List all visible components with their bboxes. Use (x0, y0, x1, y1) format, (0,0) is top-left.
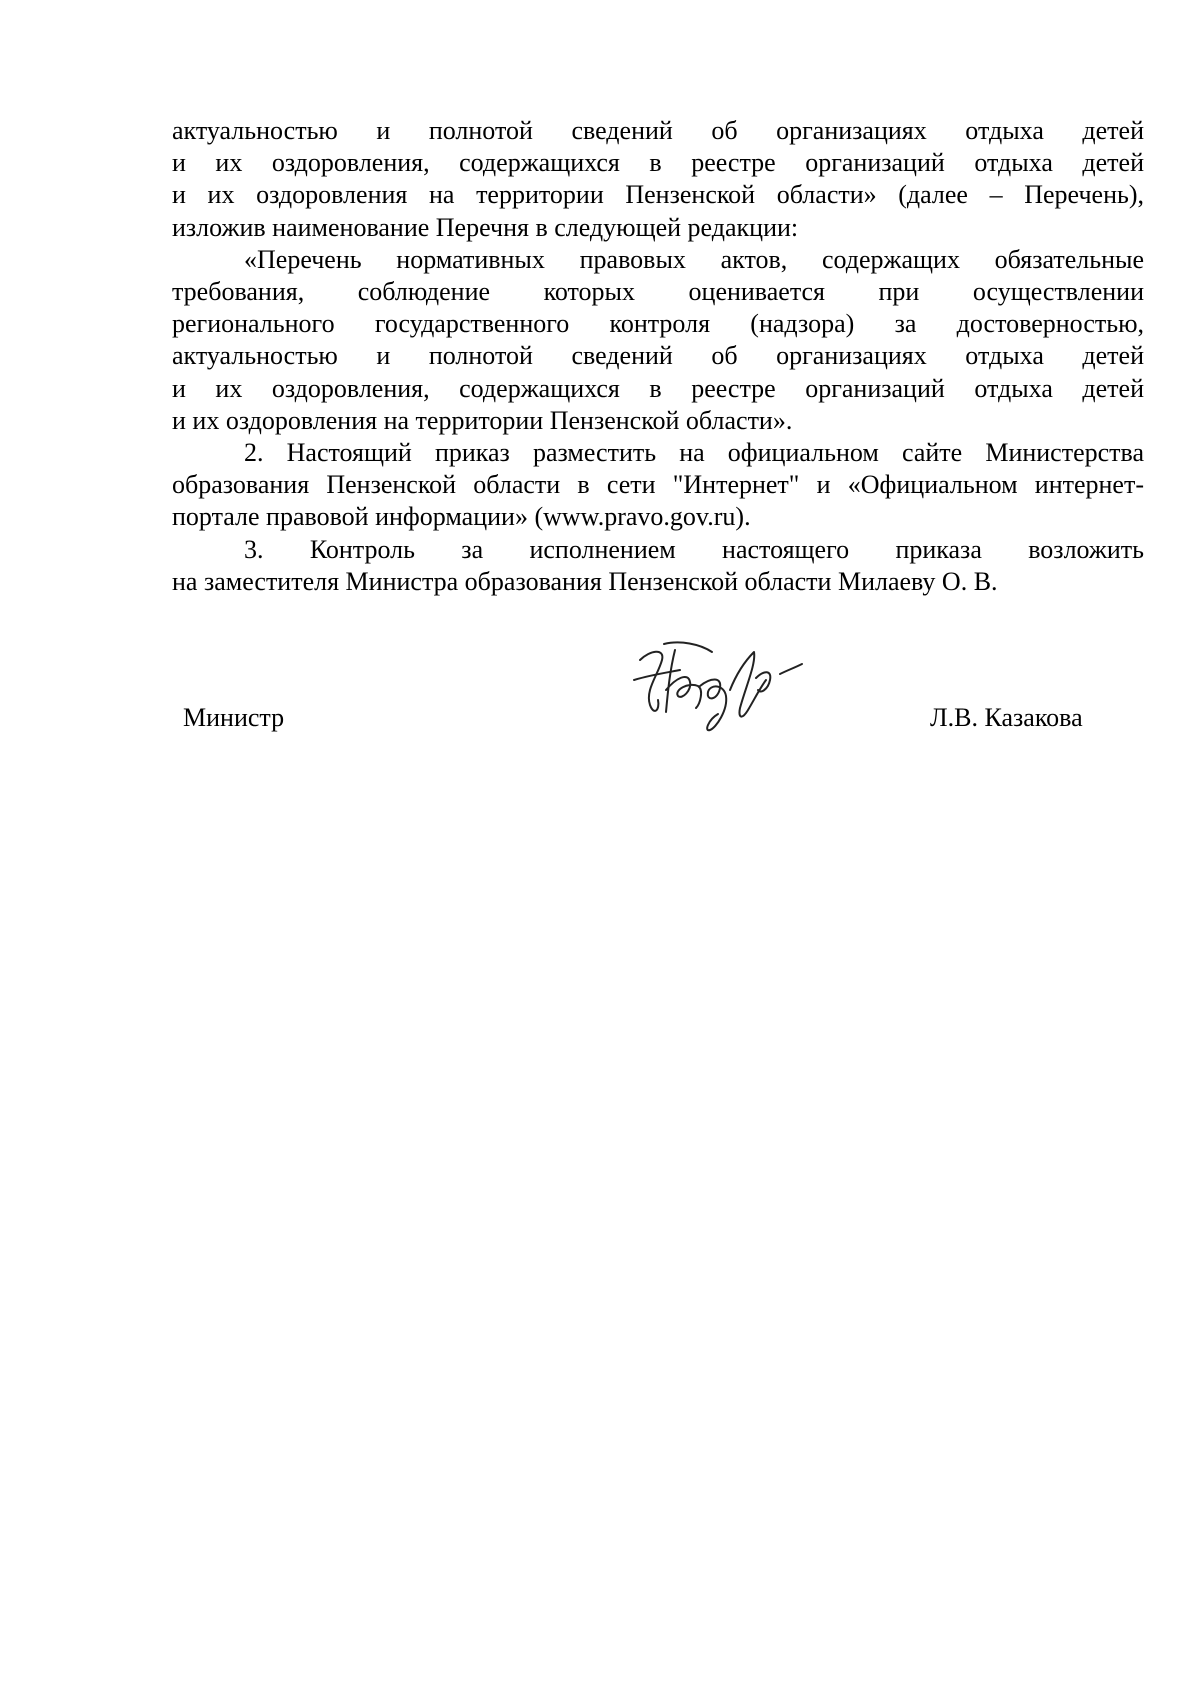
text-line: актуальностью и полнотой сведений об организациях отдыха детей (172, 116, 1144, 145)
text-line: и их оздоровления, содержащихся в реестре организаций отдыха детей (172, 148, 1144, 178)
handwritten-signature (620, 630, 820, 740)
text-line-paragraph-start: 3. Контроль за исполнением настоящего приказа возложить (244, 534, 1144, 564)
text-line: и их оздоровления, содержащихся в реестре организаций отдыха детей (172, 373, 1144, 403)
document-body (172, 115, 1144, 598)
text-line: изложив наименование Перечня в следующей редакции: (172, 212, 799, 242)
signatory-name: Л.В. Казакова (930, 703, 1083, 732)
text-line-paragraph-start: «Перечень нормативных правовых актов, содержащих обязательные (244, 244, 1144, 274)
text-line: и их оздоровления на территории Пензенской области» (далее – Перечень), (172, 180, 1144, 210)
text-line: и их оздоровления на территории Пензенской области». (172, 405, 793, 435)
text-line: портале правовой информации» (www.pravo.gov.ru). (172, 502, 751, 532)
signature-block (0, 630, 1200, 750)
signatory-title: Министр (183, 703, 285, 732)
text-line: актуальностью и полнотой сведений об организациях отдыха детей (172, 341, 1144, 371)
text-line: образования Пензенской области в сети "Интернет" и «Официальном интернет- (172, 470, 1144, 500)
text-line: требования, соблюдение которых оценивается при осуществлении (172, 277, 1144, 307)
text-line: регионального государственного контроля (надзора) за достоверностью, (172, 309, 1144, 339)
text-line: на заместителя Министра образования Пензенской области Милаеву О. В. (172, 566, 998, 596)
text-line-paragraph-start: 2. Настоящий приказ разместить на официальном сайте Министерства (244, 438, 1144, 468)
